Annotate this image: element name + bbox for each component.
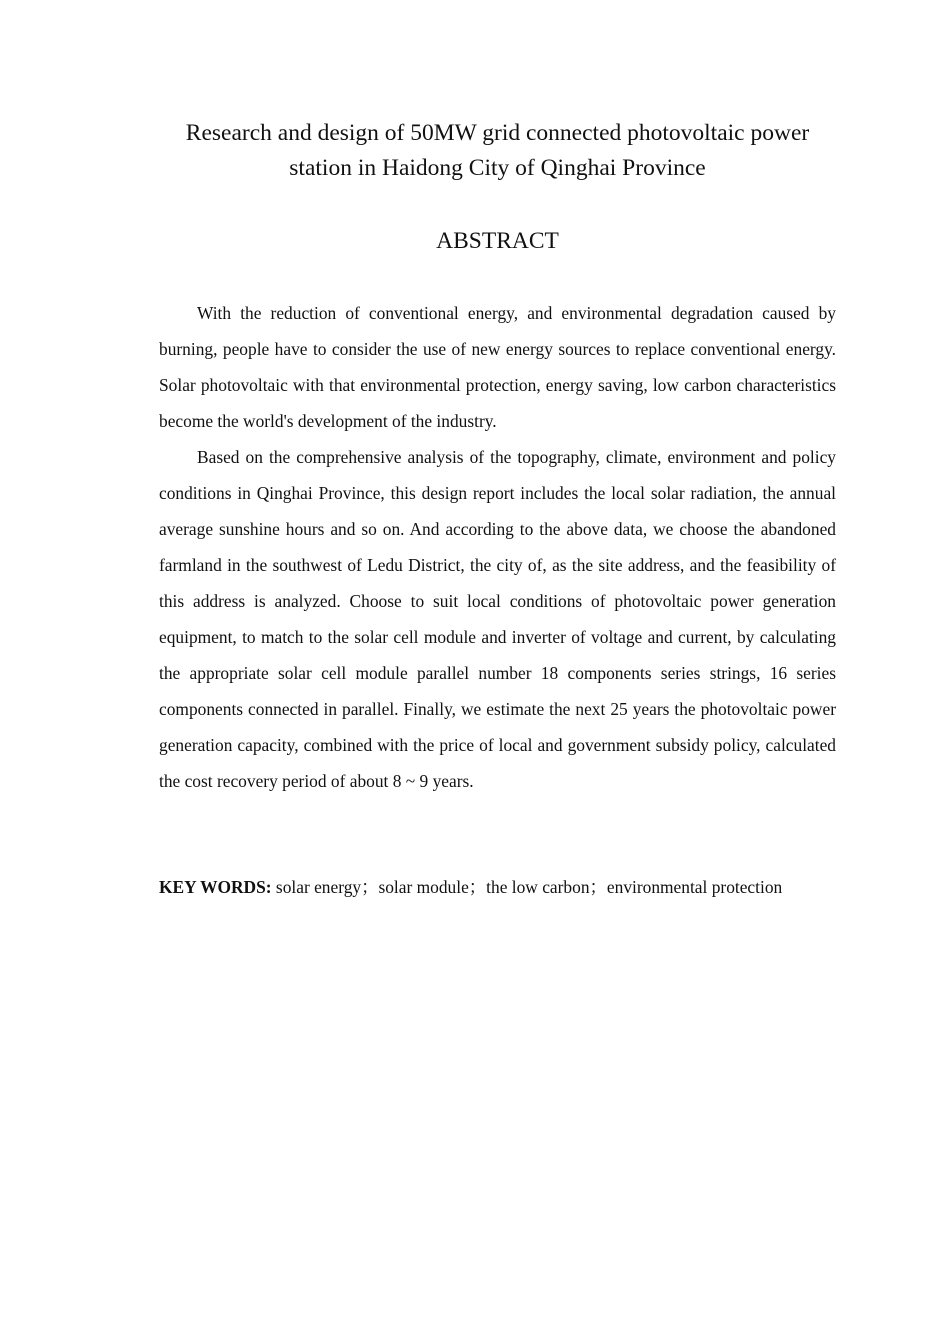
title-line-2: station in Haidong City of Qinghai Province	[289, 155, 706, 181]
abstract-heading: ABSTRACT	[436, 228, 559, 254]
title-line-1: Research and design of 50MW grid connected photovoltaic power	[185, 120, 810, 146]
abstract-paragraph-2: Based on the comprehensive analysis of the topography, climate, environment and policy conditions in Qinghai Province, this design report includes the local solar radiation, the annual average sunshine hours and so on. And according to the above data, we choose the abandoned farmland in the southwest of Ledu District, the city of, as the site address, and the feasibility of this address is analyzed. Choose to suit local conditions of photovoltaic power generation equipment, to match to the solar cell module and inverter of voltage and current, by calculating the appropriate solar cell module parallel number 18 components series strings, 16 series components connected in parallel. Finally, we estimate the next 25 years the photovoltaic power generation capacity, combined with the price of local and government subsidy policy, calculated the cost recovery period of about 8 ~ 9 years.	[159, 447, 836, 791]
keywords-text: solar energy；solar module；the low carbon；environmental protection	[271, 877, 783, 897]
abstract-body	[159, 295, 836, 799]
keywords-label: KEY WORDS:	[159, 877, 272, 897]
abstract-paragraph-1: With the reduction of conventional energy, and environmental degradation caused by burning, people have to consider the use of new energy sources to replace conventional energy. Solar photovoltaic with that environmental protection, energy saving, low carbon characteristics become the world's development of the industry.	[159, 303, 836, 431]
document-title	[140, 116, 855, 186]
keywords-line	[159, 869, 836, 905]
